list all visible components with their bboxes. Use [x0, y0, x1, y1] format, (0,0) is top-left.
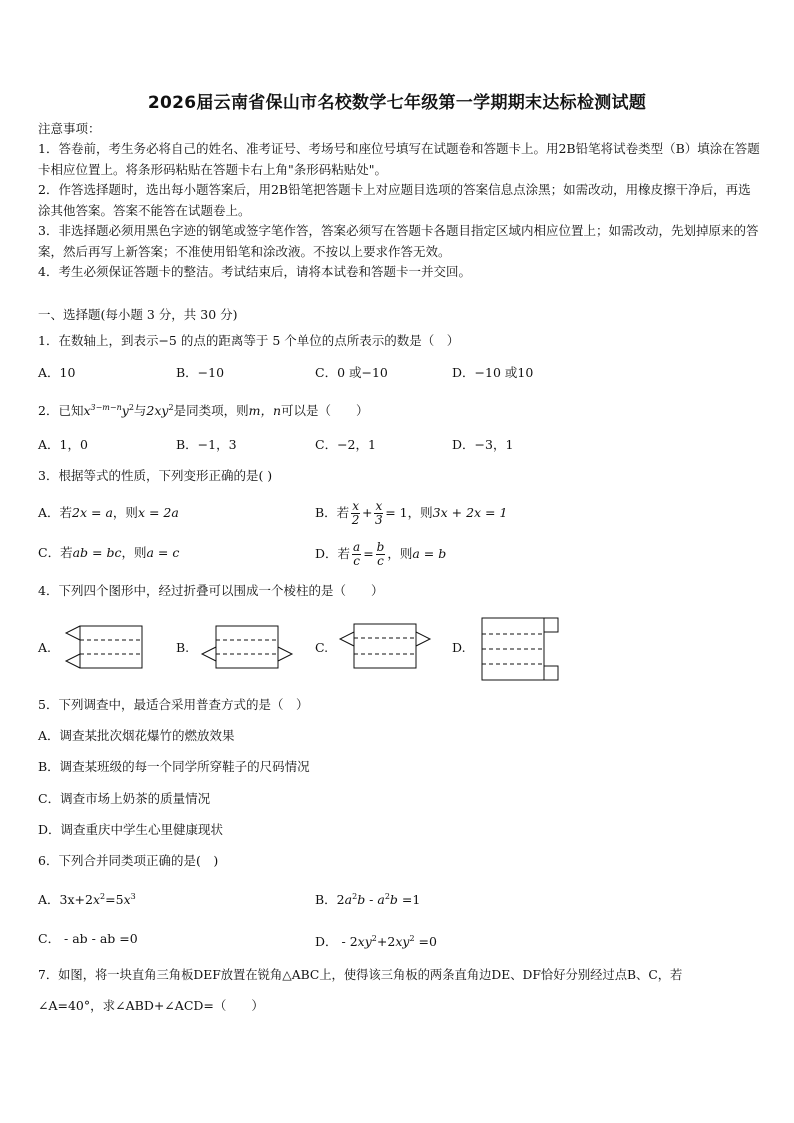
q4-figure-c [336, 618, 436, 674]
q2-term1-y-exp: 2 [128, 403, 134, 412]
q2-term2-exp: 2 [168, 403, 174, 412]
q2-option-a: A．1，0 [38, 437, 88, 452]
q3-a-eq1: 2x = a [72, 505, 113, 520]
q3-d-eq: = [363, 546, 374, 561]
q5-option-a: A．调查某批次烟花爆竹的燃放效果 [38, 728, 235, 743]
q4-label-d: D. [452, 640, 466, 655]
q3-b-plus: + [361, 505, 373, 520]
q3-a-mid: ，则 [112, 505, 138, 520]
q2-stem-a: 2．已知 [38, 403, 84, 419]
q6-a-x2: x [123, 892, 131, 908]
q6-a-x: x [92, 892, 101, 908]
notice-item-2: 2．作答选择题时，选出每小题答案后，用2B铅笔把答题卡上对应题目选项的答案信息点涂黑；如需改动，用橡皮擦干净后，再选涂其他答案。答案不能答在试题卷上。 [38, 182, 751, 218]
q3-stem: 3．根据等式的性质，下列变形正确的是( ) [38, 468, 273, 483]
q6-b-t2b: b [389, 892, 398, 908]
q6-stem: 6．下列合并同类项正确的是( ) [38, 853, 219, 868]
q3-d-frac2: $\frac{b}{c}$ [376, 540, 385, 568]
q4-figure-d [474, 612, 564, 682]
q2-option-b: B．−1，3 [176, 437, 237, 452]
q6-option-b [315, 887, 420, 910]
q6-a-exp: 2 [100, 892, 106, 901]
q5-option-c: C．调查市场上奶茶的质量情况 [38, 791, 211, 806]
q6-option-c: C． - ab - ab =0 [38, 931, 138, 946]
q3-option-c [38, 543, 179, 563]
q2-stem-b: 与 [133, 403, 147, 419]
q2-option-c: C．−2，1 [315, 437, 376, 452]
notice-item-4: 4．考生必须保证答题卡的整洁。考试结束后，请将本试卷和答题卡一并交回。 [38, 264, 471, 279]
q2-term1: x [83, 403, 91, 419]
q3-c-eq1: ab = bc [72, 545, 122, 560]
q6-a-part1: A．3x+2 [38, 892, 93, 908]
q3-option-b [315, 496, 507, 530]
q6-d-t2: xy [395, 934, 410, 950]
q2-option-d: D．−3，1 [452, 437, 514, 452]
q1-stem: 1．在数轴上，到表示−5 的点的距离等于 5 个单位的点所表示的数是（ ） [38, 333, 460, 348]
q7-line1: 7．如图，将一块直角三角板DEF放置在锐角△ABC上，使得该三角板的两条直角边DE、DF恰好分别经过点B、C，若 [38, 968, 683, 982]
q6-d-mid: +2 [376, 934, 396, 950]
q5-option-d: D．调查重庆中学生心里健康现状 [38, 822, 224, 837]
q2-term1-exp: 3−m−n [90, 403, 122, 412]
q6-d-t1: xy [357, 934, 372, 950]
q2-stem-c: 是同类项，则 [173, 403, 249, 419]
q3-b-eq2: 3x + 2x = 1 [432, 505, 508, 520]
q4-label-c: C. [315, 640, 329, 655]
q5-option-b: B．调查某班级的每一个同学所穿鞋子的尺码情况 [38, 759, 310, 774]
notice-item-1: 1．答卷前，考生务必将自己的姓名、准考证号、考场号和座位号填写在试题卷和答题卡上。用2B铅笔将试卷类型（B）填涂在答题卡相应位置上。将条形码粘贴在答题卡右上角"条形码粘贴处"。 [38, 141, 760, 177]
q6-b-t1b: b [357, 892, 366, 908]
q3-option-d [315, 537, 446, 571]
q3-option-a [38, 503, 179, 523]
q2-stem-d: 可以是（ ） [281, 403, 369, 419]
q6-d-e1: 2 [371, 934, 377, 943]
q3-d-frac1: $\frac{a}{c}$ [353, 540, 361, 568]
q6-option-a [38, 887, 136, 910]
q6-d-end: =0 [414, 934, 437, 950]
q4-figure-b [198, 620, 298, 676]
q3-b-frac1: $\frac{x}{2}$ [351, 499, 360, 527]
page-title: 2026届云南省保山市名校数学七年级第一学期期末达标检测试题 [147, 93, 647, 113]
q3-c-mid: ，则 [121, 545, 147, 560]
q6-b-t2: a [377, 892, 385, 908]
q6-d-part1: D． - 2 [315, 934, 358, 950]
notice-item-3: 3．非选择题必须用黑色字迹的钢笔或签字笔作答，答案必须写在答题卡各题目指定区域内相应位置上；如需改动，先划掉原来的答案，然后再写上新答案；不准使用铅笔和涂改液。不按以上要求作答无效。 [38, 223, 759, 259]
q1-option-d: D．−10 或10 [452, 365, 534, 380]
q2-term1-y: y [121, 403, 129, 419]
q3-b-mid: ，则 [407, 505, 433, 520]
q1-option-b: B．−10 [176, 365, 225, 380]
q1-option-a: A．10 [38, 365, 76, 380]
q6-a-exp2: 3 [130, 892, 136, 901]
q3-d-prefix: D．若 [315, 546, 351, 561]
q3-a-eq2: x = 2a [137, 505, 179, 520]
q6-b-part1: B．2 [315, 892, 345, 908]
q3-d-eq2: a = b [412, 546, 447, 561]
q3-d-mid: ，则 [387, 546, 413, 561]
q7-line2: ∠A=40°，求∠ABD+∠ACD=（ ） [38, 998, 264, 1013]
q6-option-d [315, 929, 437, 952]
q1-option-c: C．0 或−10 [315, 365, 388, 380]
q6-d-e2: 2 [409, 934, 415, 943]
q6-a-part2: =5 [105, 892, 124, 908]
q2-stem [38, 398, 369, 421]
q3-c-eq2: a = c [146, 545, 180, 560]
q3-c-prefix: C．若 [38, 545, 73, 560]
q6-b-end: =1 [397, 892, 421, 908]
q4-figure-a [60, 620, 150, 676]
q4-label-b: B. [176, 640, 190, 655]
q3-b-frac2: $\frac{x}{3}$ [375, 499, 383, 527]
q3-a-prefix: A．若 [38, 505, 73, 520]
section-heading: 一、选择题(每小题 3 分，共 30 分) [38, 307, 238, 322]
q2-vars: m，n [248, 403, 282, 419]
q5-stem: 5．下列调查中，最适合采用普查方式的是（ ） [38, 697, 309, 712]
q3-b-eq: = 1 [385, 505, 408, 520]
q3-b-prefix: B．若 [315, 505, 350, 520]
q6-b-t1: a [344, 892, 353, 908]
q4-stem: 4．下列四个图形中，经过折叠可以围成一个棱柱的是（ ） [38, 583, 384, 598]
q6-b-mid: - [365, 892, 378, 908]
q6-b-e1: 2 [352, 892, 358, 901]
q2-term2: 2xy [146, 403, 169, 419]
notice-heading: 注意事项： [38, 121, 101, 136]
q4-label-a: A. [38, 640, 52, 655]
q6-b-e2: 2 [384, 892, 390, 901]
